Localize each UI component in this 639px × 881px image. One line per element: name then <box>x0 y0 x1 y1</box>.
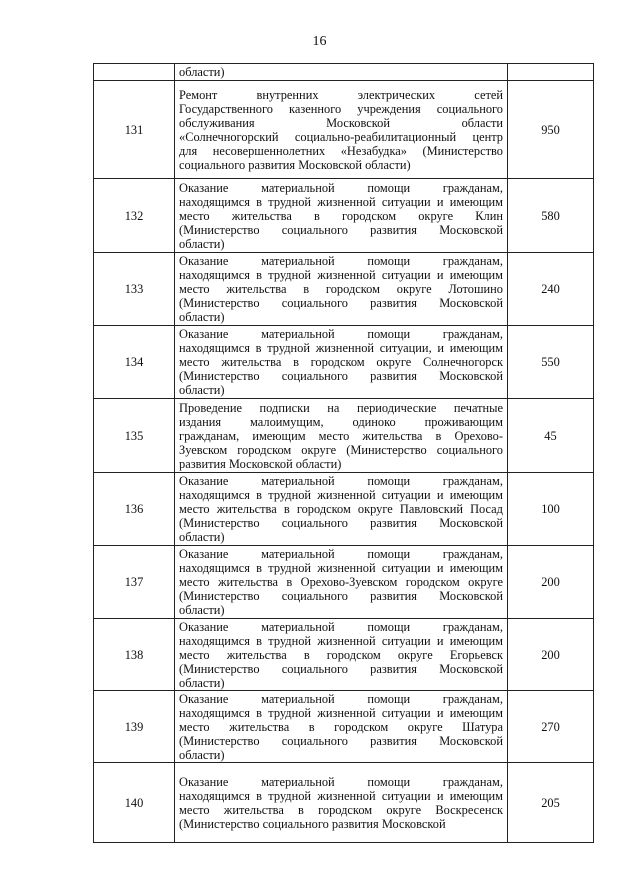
row-number-cell: 132 <box>94 179 175 253</box>
table-row-continuation <box>94 64 594 81</box>
description-line: социального развития Московской области) <box>179 157 411 172</box>
row-amount-cell: 950 <box>508 81 594 179</box>
row-amount-cell: 100 <box>508 473 594 546</box>
description-line: (Министерство социального развития Московской <box>179 369 503 383</box>
description-line: области) <box>179 675 225 690</box>
table-row <box>94 81 594 179</box>
table-row <box>94 473 594 546</box>
row-number-cell: 138 <box>94 619 175 691</box>
description-line: находящимся в трудной жизненной ситуации и имеющим <box>179 788 503 803</box>
description-line: место жительства в городском округе Павловский Посад <box>179 502 503 516</box>
description-line: (Министерство социального развития Московской <box>179 222 503 237</box>
description-line: Ремонт внутренних электрических сетей <box>179 87 503 102</box>
allocation-table <box>93 63 594 843</box>
row-description-cell <box>175 619 508 691</box>
table-row <box>94 326 594 399</box>
row-amount-cell: 45 <box>508 399 594 473</box>
row-description-cell <box>175 253 508 326</box>
description-line: место жительства в городском округе Егорьевск <box>179 647 503 662</box>
row-number-cell: 139 <box>94 691 175 763</box>
description-line: Государственного казенного учреждения социального <box>179 101 503 116</box>
description-line: место жительства в городском округе Воскресенск <box>179 802 503 817</box>
description-line: находящимся в трудной жизненной ситуации и имеющим <box>179 705 503 720</box>
description-line: место жительства в городском округе Лотошино <box>179 282 503 296</box>
description-line: находящимся в трудной жизненной ситуации и имеющим <box>179 194 503 209</box>
description-line: области) <box>179 65 225 79</box>
row-amount-cell: 550 <box>508 326 594 399</box>
table-row <box>94 691 594 763</box>
description-line: (Министерство социального развития Московской <box>179 661 503 676</box>
row-amount-cell: 200 <box>508 546 594 619</box>
description-line: Оказание материальной помощи гражданам, <box>179 774 503 789</box>
description-line: «Солнечногорский социально-реабилитационный центр <box>179 129 503 144</box>
row-amount-cell: 240 <box>508 253 594 326</box>
description-line: находящимся в трудной жизненной ситуации и имеющим <box>179 633 503 648</box>
row-number-cell: 134 <box>94 326 175 399</box>
row-number-cell <box>94 64 175 81</box>
row-number-cell: 136 <box>94 473 175 546</box>
row-number-cell: 133 <box>94 253 175 326</box>
table-row <box>94 619 594 691</box>
description-line: (Министерство социального развития Московской <box>179 296 503 310</box>
description-line: находящимся в трудной жизненной ситуации и имеющим <box>179 488 503 502</box>
description-line: обслуживания Московской области <box>179 115 503 130</box>
description-line: (Министерство социального развития Московской <box>179 816 446 831</box>
description-line: Проведение подписки на периодические печатные <box>179 400 503 415</box>
description-line: место жительства в городском округе Шатура <box>179 719 503 734</box>
description-line: Оказание материальной помощи гражданам, <box>179 691 503 706</box>
description-line: находящимся в трудной жизненной ситуации и имеющим <box>179 268 503 282</box>
description-line: Зуевском городском округе (Министерство социального <box>179 442 503 457</box>
description-line: Оказание материальной помощи гражданам, <box>179 474 503 488</box>
page-number: 16 <box>312 34 327 49</box>
row-amount-cell: 270 <box>508 691 594 763</box>
table-row <box>94 763 594 843</box>
row-description-cell <box>175 546 508 619</box>
row-description-cell <box>175 763 508 843</box>
description-line: (Министерство социального развития Московской <box>179 733 503 748</box>
description-line: гражданам, имеющим место жительства в Орехово- <box>179 428 503 443</box>
row-number-cell: 131 <box>94 81 175 179</box>
table-row <box>94 253 594 326</box>
description-line: место жительства в городском округе Клин <box>179 208 503 223</box>
description-line: Оказание материальной помощи гражданам, <box>179 547 503 561</box>
description-line: (Министерство социального развития Московской <box>179 516 503 530</box>
row-amount-cell: 200 <box>508 619 594 691</box>
row-description-cell <box>175 473 508 546</box>
row-description-cell <box>175 64 508 81</box>
row-description-cell <box>175 399 508 473</box>
table-body <box>94 64 594 843</box>
description-line: области) <box>179 747 225 762</box>
description-line: области) <box>179 383 225 397</box>
row-description-cell <box>175 81 508 179</box>
description-line: области) <box>179 236 225 251</box>
description-line: место жительства в городском округе Солнечногорск <box>179 355 503 369</box>
description-line: Оказание материальной помощи гражданам, <box>179 619 503 634</box>
row-amount-cell: 580 <box>508 179 594 253</box>
description-line: Оказание материальной помощи гражданам, <box>179 180 503 195</box>
description-line: находящимся в трудной жизненной ситуации и имеющим <box>179 561 503 575</box>
row-description-cell <box>175 326 508 399</box>
description-line: для несовершеннолетних «Незабудка» (Министерство <box>179 143 503 158</box>
description-line: (Министерство социального развития Московской <box>179 589 503 603</box>
row-description-cell <box>175 691 508 763</box>
row-number-cell: 135 <box>94 399 175 473</box>
table-row <box>94 179 594 253</box>
table-row <box>94 399 594 473</box>
description-line: области) <box>179 530 225 544</box>
description-line: место жительства в Орехово-Зуевском городском округе <box>179 575 503 589</box>
description-line: развития Московской области) <box>179 456 342 471</box>
row-number-cell: 140 <box>94 763 175 843</box>
description-line: области) <box>179 310 225 324</box>
description-line: области) <box>179 603 225 617</box>
description-line: издания малоимущим, одиноко проживающим <box>179 414 503 429</box>
row-description-cell <box>175 179 508 253</box>
row-amount-cell <box>508 64 594 81</box>
table-row <box>94 546 594 619</box>
row-amount-cell: 205 <box>508 763 594 843</box>
row-number-cell: 137 <box>94 546 175 619</box>
description-line: находящимся в трудной жизненной ситуации, и имеющим <box>179 341 503 355</box>
description-line: Оказание материальной помощи гражданам, <box>179 327 503 341</box>
description-line: Оказание материальной помощи гражданам, <box>179 254 503 268</box>
